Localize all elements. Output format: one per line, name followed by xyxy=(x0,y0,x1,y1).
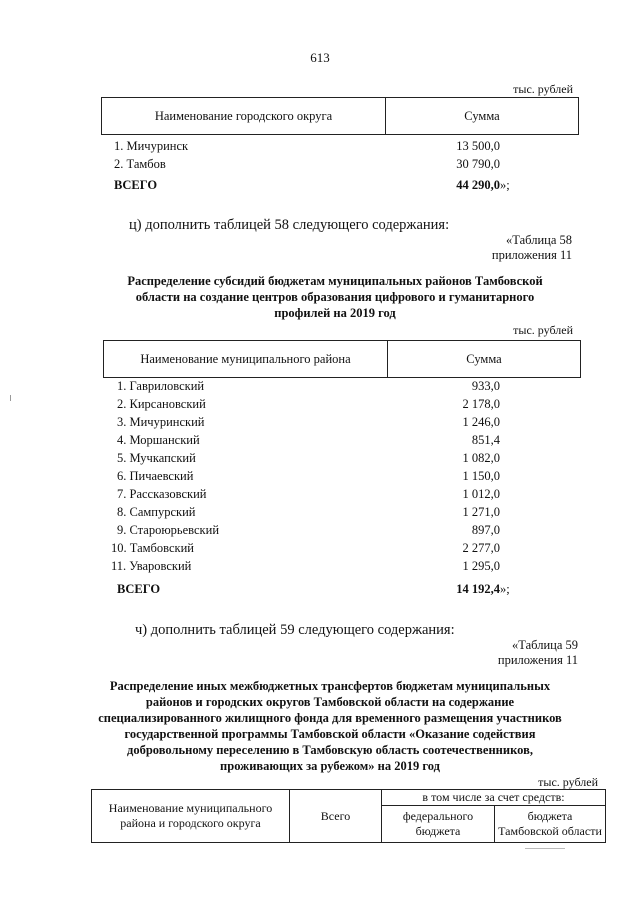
table-header xyxy=(101,97,579,135)
row-name: 6. Пичаевский xyxy=(117,469,194,483)
intro-text: ц) дополнить таблицей 58 следующего содержания: xyxy=(129,217,450,233)
scan-mark xyxy=(525,848,565,849)
row-value: 1 246,0 xyxy=(462,415,500,429)
row-value: 13 500,0 xyxy=(456,139,500,153)
row-name: 2. Тамбов xyxy=(114,157,166,171)
scan-mark xyxy=(10,395,11,401)
column-header-regional-line: Тамбовской области xyxy=(498,824,602,838)
total-label: ВСЕГО xyxy=(117,582,161,596)
table-header xyxy=(91,789,606,843)
column-header-federal-line: федерального xyxy=(402,809,474,823)
table-header xyxy=(103,340,581,378)
total-value: 44 290,0 xyxy=(456,178,500,192)
row-value: 2 277,0 xyxy=(462,541,500,555)
table-title-line: Распределение субсидий бюджетам муниципальных районов Тамбовской xyxy=(127,274,543,288)
table-title-line: области на создание центров образования цифрового и гуманитарного xyxy=(135,290,535,304)
row-value: 897,0 xyxy=(471,523,500,537)
row-name: 9. Староюрьевский xyxy=(117,523,220,537)
table-label: «Таблица 58 xyxy=(506,233,572,247)
column-header-regional xyxy=(495,806,606,843)
column-header-name-line: района и городского округа xyxy=(120,816,261,830)
column-header-federal xyxy=(382,806,495,843)
row-name: 1. Мичуринск xyxy=(114,139,189,153)
column-header-name: Наименование муниципального района xyxy=(104,341,388,378)
row-name: 3. Мичуринский xyxy=(117,415,205,429)
unit-label: тыс. рублей xyxy=(538,775,598,789)
column-header-name: Наименование городского округа xyxy=(102,98,386,135)
total-value: 14 192,4 xyxy=(456,582,500,596)
row-value: 30 790,0 xyxy=(456,157,500,171)
column-header-sum: Сумма xyxy=(386,98,579,135)
table-title-line: специализированного жилищного фонда для временного размещения участников xyxy=(98,711,562,725)
row-value: 2 178,0 xyxy=(462,397,500,411)
column-header-federal-line: бюджета xyxy=(415,824,461,838)
table-label-annex: приложения 11 xyxy=(491,248,572,262)
row-value: 851,4 xyxy=(471,433,500,447)
table-title-line: добровольному переселению в Тамбовскую область соотечественников, xyxy=(127,743,533,757)
column-header-name xyxy=(92,790,290,843)
row-value: 1 271,0 xyxy=(462,505,500,519)
total-suffix: »; xyxy=(500,178,510,192)
table-title-line: районов и городских округов Тамбовской области на содержание xyxy=(145,695,515,709)
row-name: 11. Уваровский xyxy=(111,559,192,573)
row-value: 933,0 xyxy=(471,379,500,393)
table-title-line: проживающих за рубежом» на 2019 год xyxy=(220,759,440,773)
column-header-sum: Сумма xyxy=(388,341,581,378)
row-name: 4. Моршанский xyxy=(117,433,200,447)
table-title-line: Распределение иных межбюджетных трансфертов бюджетам муниципальных xyxy=(109,679,551,693)
unit-label: тыс. рублей xyxy=(513,323,573,337)
row-value: 1 150,0 xyxy=(462,469,500,483)
table-title-line: государственной программы Тамбовской области «Оказание содействия xyxy=(124,727,536,741)
row-value: 1 295,0 xyxy=(462,559,500,573)
row-name: 7. Рассказовский xyxy=(117,487,207,501)
row-value: 1 012,0 xyxy=(462,487,500,501)
row-value: 1 082,0 xyxy=(462,451,500,465)
row-name: 8. Сампурский xyxy=(117,505,196,519)
row-name: 2. Кирсановский xyxy=(117,397,206,411)
column-header-regional-line: бюджета xyxy=(527,809,573,823)
row-name: 10. Тамбовский xyxy=(111,541,194,555)
row-name: 1. Гавриловский xyxy=(117,379,205,393)
intro-text: ч) дополнить таблицей 59 следующего содержания: xyxy=(135,622,455,638)
row-name: 5. Мучкапский xyxy=(117,451,196,465)
table-label: «Таблица 59 xyxy=(512,638,578,652)
table-title-line: профилей на 2019 год xyxy=(274,306,396,320)
unit-label: тыс. рублей xyxy=(513,82,573,96)
total-label: ВСЕГО xyxy=(114,178,158,192)
table-label-annex: приложения 11 xyxy=(497,653,578,667)
column-header-including: в том числе за счет средств: xyxy=(382,790,606,806)
column-header-name-line: Наименование муниципального xyxy=(108,801,273,815)
page-number: 613 xyxy=(310,50,330,65)
column-header-total: Всего xyxy=(290,790,382,843)
total-suffix: »; xyxy=(500,582,510,596)
